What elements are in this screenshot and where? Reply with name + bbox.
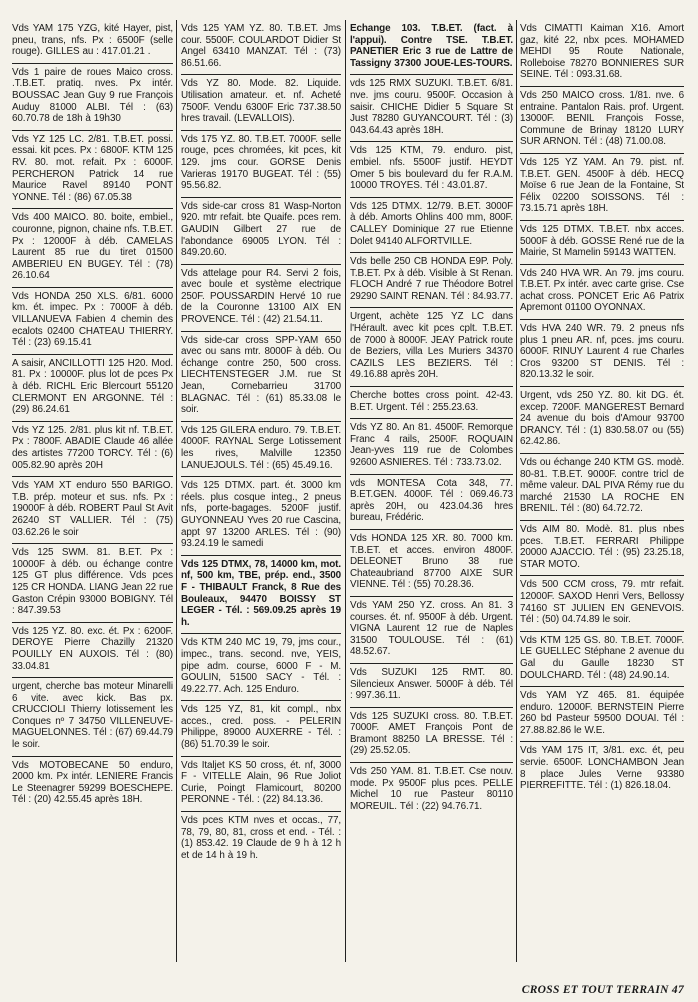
column-4 — [520, 20, 684, 797]
classified-ad: Vds 125 YZ YAM. An 79. pist. nf. T.B.ET. GEN. 4500F à déb. HECQ Moïse 6 rue Jean de la Fontaine, St Félix 02200 SOISSONS. Tél : 73.15.71 après 18H. — [520, 154, 684, 221]
column-divider — [176, 20, 177, 962]
classified-ad: Vds ou échange 240 KTM GS. modè. 80-81. T.B.ET. 9000F. contre tricl de même valeur. DAL PIVA Rémy rue du marché 21530 LA ROCHE EN BRENIL. Tél : (80) 64.72.72. — [520, 454, 684, 521]
classified-ad: Vds HVA 240 WR. 79. 2 pneus nfs plus 1 pneu AR. nf, pces. jms couru. 6000F. RINUY Laurent 4 rue Charles Cros 93200 ST DENIS. Tél : 820.13.32 le soir. — [520, 320, 684, 387]
classified-ad: Urgent, achète 125 YZ LC dans l'Hérault. avec kit pces cplt. T.B.ET. de 7000 à 8000F. JEAY Patrick route de Beziers, villa Les Muriers 34370 CAZILS LES BEZIERS. Tél : 49.16.88 après 20H. — [350, 308, 513, 387]
classified-ad: Vds 175 YZ. 80. T.B.ET. 7000F. selle rouge, pces chromées, kit pces, kit 129. jms cour. GORSE Denis Varieras 19170 BUGEAT. Tél : (55) 95.56.82. — [181, 131, 341, 198]
classified-ad: Vds 125 DTMX. 12/79. B.ET. 3000F à déb. Amorts Ohlins 400 mm, 800F. CALLEY Dominique 27 rue Etienne Dolet 94140 ALFORTVILLE. — [350, 198, 513, 253]
classified-ad: Vds pces KTM nves et occas., 77, 78, 79, 80, 81, cross et end. - Tél. : (1) 853.42. 19 Claude de 9 h à 12 h et de 14 h à 19 h. — [181, 815, 341, 861]
classified-ad: Vds HONDA 125 XR. 80. 7000 km. T.B.ET. et acces. environ 4800F. DELEONET Bruno 38 rue Chateaubriand 87700 AIXE SUR VIENNE. Tél : (55) 70.28.36. — [350, 530, 513, 597]
classified-ad: Vds MOTOBECANE 50 enduro, 2000 km. Px intér. LENIERE Francis Le Steenagrer 59299 BOESCHEPE. Tél : (20) 42.55.45 après 18H. — [12, 759, 173, 806]
classified-ad: Vds 400 MAICO. 80. boite, embiel., couronne, pignon, chaine nfs. T.B.ET. Px : 12000F à déb. CAMELAS Laurent 85 rue du tiret 01500 AMBERIEU EN BUGEY. Tél : (78) 26.10.64 — [12, 209, 173, 288]
classified-ad: Vds 125 SWM. 81. B.ET. Px : 10000F à déb. ou échange contre 125 GT plus différence. Vds pces 125 CR HONDA. LIANG Jean 22 rue Gaston Crépin 93000 BOBIGNY. Tél : 847.39.53 — [12, 544, 173, 623]
classified-ad: Vds YZ 125. 2/81. plus kit nf. T.B.ET. Px : 7800F. ABADIE Claude 46 allée des artistes 77200 TORCY. Tél : (6) 005.82.90 après 20H — [12, 422, 173, 477]
classified-ad: Vds 125 KTM, 79. enduro. pist, embiel. nfs. 5500F justif. HEYDT Omer 5 bis boulevard du fer R.A.M. 10000 TROYES. Tél : 43.01.87. — [350, 142, 513, 197]
classified-ad: Vds Italjet KS 50 cross, ét. nf, 3000 F - VITELLE Alain, 96 Rue Joliot Curie, Poingt Flamicourt, 80200 PERONNE - Tél. : (22) 84.13.36. — [181, 757, 341, 812]
classified-ad: Vds 240 HVA WR. An 79. jms couru. T.B.ET. Px intér. avec carte grise. Cse achat cross. PONCET Eric A6 Patrix Apremont 01100 OYONNAX. — [520, 265, 684, 320]
classified-ad: Vds 125 SUZUKI cross. 80. T.B.ET. 7000F. AMET François Pont de Bramont 88250 LA BRESSE. Tél : (29) 25.52.05. — [350, 708, 513, 763]
classified-ad: Vds KTM 125 GS. 80. T.B.ET. 7000F. LE GUELLEC Stéphane 2 avenue du Gal du Gaulle 18230 ST DOULCHARD. Tél : (48) 24.90.14. — [520, 632, 684, 687]
classified-ad: Vds CIMATTI Kaiman X16. Amort gaz, kité 22, nbx pces. MOHAMED MEHDI 95 Route Nationale, Rolleboise 78270 BONNIERES SUR SEINE. Tél : 093.31.68. — [520, 20, 684, 87]
classified-ad: urgent, cherche bas moteur Minarelli 6 vite. avec kick. Bas px. CRUCCIOLI Thierry lotissement les Conques nº 7 34750 VILLENEUVE-MAGUELONNES. Tél : (67) 69.44.79 le soir. — [12, 678, 173, 757]
classified-ad: Vds HONDA 250 XLS. 6/81. 6000 km. ét. impec. Px : 7000F à déb. VILLANUEVA Fabien 4 chemin des ecalots 02400 CHATEAU THIERRY. Tél : (23) 69.15.41 — [12, 288, 173, 355]
column-divider — [345, 20, 346, 962]
classified-ad: vds 125 RMX SUZUKI. T.B.ET. 6/81. nve. jms couru. 9500F. Occasion à saisir. CHICHE Didier 5 Square St Just 78280 GUYANCOURT. Tél : (3) 043.64.43 après 18H. — [350, 75, 513, 142]
classified-ad: Vds YAM XT enduro 550 BARIGO. T.B. prép. moteur et sus. nfs. Px : 19000F à déb. ROBERT Paul St Avit 26240 ST VALLIER. Tél : (75) 03.62.26 le soir — [12, 477, 173, 544]
classified-ad: Cherche bottes cross point. 42-43. B.ET. Urgent. Tél : 255.23.63. — [350, 387, 513, 419]
classified-ad: Vds 125 DTMX, 78, 14000 km, mot. nf, 500 km, TBE, prép. end., 3500 F - THIBAULT Franck, 8 Rue des Bouleaux, 94470 BOISSY ST LEGER - Tél. : 569.09.25 après 19 h. — [181, 556, 341, 635]
classified-ad: Vds YAM 175 IT, 3/81. exc. ét, peu servie. 6500F. LONCHAMBON Jean 8 place Jules Verne 93380 PIERREFITTE. Tél : (1) 826.18.04. — [520, 745, 684, 792]
classified-ad: Vds YZ 80. Mode. 82. Liquide. Utilisation amateur. et. nf. Acheté 7500F. Vendu 6300F Eric 737.38.50 hres travail. (LEVALLOIS). — [181, 75, 341, 130]
classified-ad: Vds attelage pour R4. Servi 2 fois, avec boule et système electrique 250F. POUSSARDIN Hervé 10 rue de la Couronne 13100 AIX EN PROVENCE. Tél : (42) 21.54.11. — [181, 265, 341, 332]
classified-ad: Vds KTM 240 MC 19, 79, jms cour., impec., trans. second. nve, YEIS, pipe adm. course, 6000 F - M. GOULIN, 51500 SACY - Tél. : 49.22.77. Ach. 125 Enduro. — [181, 634, 341, 701]
classified-ad: Vds YZ 80. An 81. 4500F. Remorque Franc 4 rails, 2500F. ROQUAIN Jean-yves 119 rue de Colombes 92600 ASNIERES. Tél : 733.73.02. — [350, 419, 513, 474]
page-footer: CROSS ET TOUT TERRAIN 47 — [521, 984, 684, 996]
column-2 — [181, 20, 341, 866]
classified-ad: Vds YAM YZ 465. 81. équipée enduro. 12000F. BERNSTEIN Pierre 260 bd Pasteur 59500 DOUAI. Tél : 27.88.82.86 le W.E. — [520, 687, 684, 742]
classified-ad: Vds 250 YAM. 81. T.B.ET. Cse nouv. mode. Px 9500F plus pces. PELLE Michel 10 rue Pasteur 80110 MOREUIL. Tél : (22) 94.76.71. — [350, 766, 513, 812]
classified-ad: Urgent, vds 250 YZ. 80. kit DG. ét. excep. 7200F. MANGEREST Bernard 24 avenue du bois d'Amour 93700 DRANCY. Tél : (1) 830.58.07 ou (55) 62.42.86. — [520, 387, 684, 454]
classified-ad: Vds side-car cross 81 Wasp-Norton 920. mtr refait. bte Quaife. pces rem. GAUDIN Gilbert 27 rue de l'abondance 69005 LYON. Tél : 849.20.60. — [181, 198, 341, 265]
classified-ad: Vds 500 CCM cross, 79. mtr refait. 12000F. SAXOD Henri Vers, Bellossy 74160 ST JULIEN EN GENEVOIS. Tél : (50) 04.74.89 le soir. — [520, 576, 684, 631]
classified-ad: vds MONTESA Cota 348, 77. B.ET.GEN. 4000F. Tél : 069.46.73 après 20H, ou 423.04.36 hres bureau, Frédéric. — [350, 475, 513, 530]
classified-ad: Vds side-car cross SPP-YAM 650 avec ou sans mtr. 8000F à déb. Ou échange contre 250, 500 cross. LIECHTENSTEGER J.M. rue St Jean, Cornebarrieu 31700 BLAGNAC. Tél : (61) 85.33.08 le soir. — [181, 332, 341, 422]
classified-ad: Vds YZ 125 LC. 2/81. T.B.ET. possi. essai. kit pces. Px : 6800F. KTM 125 RV. 80. mot. refait. Px : 6000F. PERCHERON Patrick 14 rue Maurice Ravel 89140 PONT YONNE. Tél : (86) 67.05.38 — [12, 131, 173, 210]
classified-ad: Vds SUZUKI 125 RMT. 80. Silencieux Answer. 5000F à déb. Tél : 997.36.11. — [350, 664, 513, 708]
classified-ad: Vds 125 YZ. 80. exc. ét. Px : 6200F. DEROYE Pierre Chazilly 21320 POUILLY EN AUXOIS. Tél : (80) 33.04.81 — [12, 623, 173, 678]
classified-ad: Vds 1 paire de roues Maico cross. .T.B.ET. pratiq. nves. Px intér. BOUSSAC Jean Guy 9 rue François Auduy 81000 ALBI. Tél : (63) 60.70.78 de 18h à 19h30 — [12, 64, 173, 131]
classified-ad: A saisir, ANCILLOTTI 125 H20. Mod. 81. Px : 10000F. plus lot de pces Px à déb. RICHL Eric Blercourt 55120 CLERMONT EN ARGONNE. Tél : (29) 86.24.61 — [12, 355, 173, 422]
classified-ad: Vds YAM 175 YZG, kité Hayer, pist, pneu, trans, nfs. Px : 6500F (selle rouge). GILLES au : 417.01.21 . — [12, 20, 173, 64]
classified-ad: Vds 125 DTMX. T.B.ET. nbx acces. 5000F à déb. GOSSE René rue de la Mairie, St Mamelin 59143 WATTEN. — [520, 221, 684, 265]
column-3 — [350, 20, 513, 817]
classified-ad: Vds 125 GILERA enduro. 79. T.B.ET. 4000F. RAYNAL Serge Lotissement les rives, Malville 12350 LANUEJOULS. Tél : (65) 45.49.16. — [181, 422, 341, 477]
column-divider — [516, 20, 517, 962]
classified-ad: Echange 103. T.B.ET. (fact. à l'appui). Contre TSE. T.B.ET. PANETIER Eric 3 rue de Lattre de Tassigny 37300 JOUE-LES-TOURS. — [350, 20, 513, 75]
classified-ad: Vds 125 YZ, 81, kit compl., nbx acces., cred. poss. - PELERIN Philippe, 89000 AUXERRE - Tél. : (86) 51.70.39 le soir. — [181, 701, 341, 756]
classified-ad: Vds 125 DTMX. part. ét. 3000 km réels. plus cosque integ., 2 pneus nfs, porte-bagages. 5200F justif. GUYONNEAU Yves 20 rue Cascina, appt 97 13200 ARLES. Tél : (90) 93.24.19 le samedi — [181, 477, 341, 556]
column-1 — [12, 20, 173, 811]
classified-ad: Vds 250 MAICO cross. 1/81. nve. 6 entraine. Pantalon Rais. prof. Urgent. 13000F. BENIL François Fosse, Commune de Brinay 18120 LURY SUR ARNON. Tél : (48) 71.00.08. — [520, 87, 684, 154]
classified-ad: Vds belle 250 CB HONDA E9P. Poly. T.B.ET. Px à déb. Visible à St Renan. FLOCH André 7 rue Théodore Botrel 29290 SAINT RENAN. Tél : 84.93.77. — [350, 253, 513, 308]
classified-ad: Vds AIM 80. Modè. 81. plus nbes pces. T.B.ET. FERRARI Philippe 20000 AJACCIO. Tél : (95) 23.25.18, STAR MOTO. — [520, 521, 684, 576]
classified-ad: Vds 125 YAM YZ. 80. T.B.ET. Jms cour. 5500F. COULARDOT Didier St Angel 63410 MANZAT. Tél : (73) 86.51.66. — [181, 20, 341, 75]
classified-ad: Vds YAM 250 YZ. cross. An 81. 3 courses. ét. nf. 9500F à déb. Urgent. VIGNA Laurent 12 rue de Naples 31500 TOULOUSE. Tél : (61) 48.52.67. — [350, 597, 513, 664]
